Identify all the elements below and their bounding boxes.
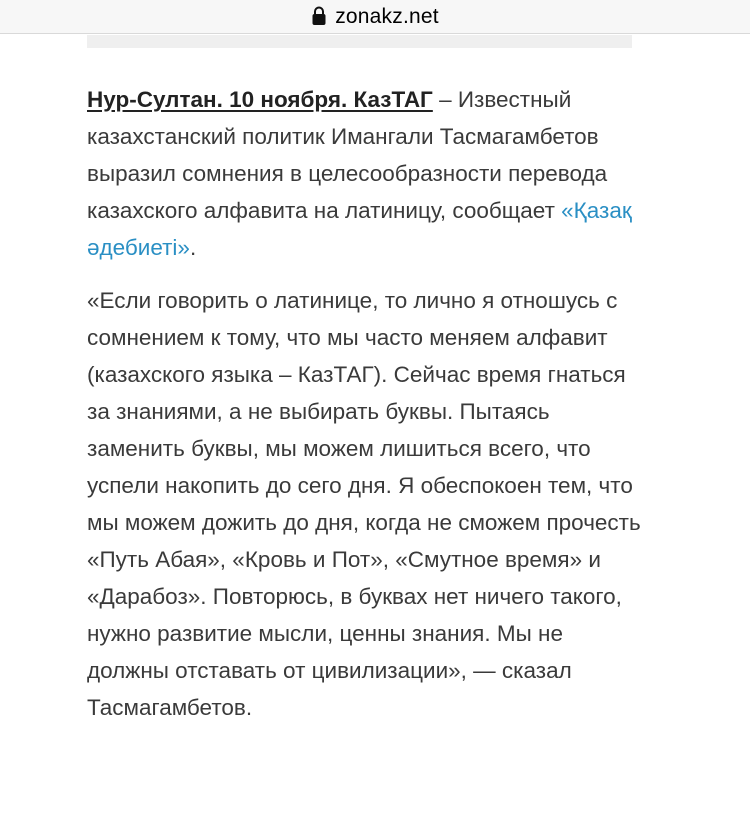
lead-end: . (189, 235, 197, 260)
lock-icon (311, 6, 327, 26)
lead-text: – Известный казахстанский политик Имангали Тасмагамбетов выразил сомнения в целесообразности перевода казахского алфавита на латиницу, сообщает (87, 87, 608, 223)
source-link[interactable]: «Қазақ әдебиеті» (87, 198, 632, 260)
dateline: Нур-Султан. 10 ноября. КазТАГ (87, 87, 433, 112)
url-domain[interactable]: zonakz.net (335, 4, 439, 28)
page-top-block (87, 35, 632, 48)
address-bar[interactable] (0, 0, 750, 34)
quote-paragraph: «Если говорить о латинице, то лично я отношусь с сомнением к тому, что мы часто меняем алфавит (казахского языка – КазТАГ). Сейчас время гнаться за знаниями, а не выбирать буквы. Пытаясь заменить буквы, мы можем лишиться всего, что успели накопить до сего дня. Я обеспокоен тем, что мы можем дожить до дня, когда не сможем прочесть «Путь Абая», «Кровь и Пот», «Смутное время» и «Дарабоз». Повторюсь, в буквах нет ничего такого, нужно развитие мысли, ценны знания. Мы не должны отставать от цивилизации», — сказал Тасмагамбетов. (87, 288, 641, 720)
article-body (87, 81, 647, 742)
lead-paragraph (87, 81, 647, 266)
